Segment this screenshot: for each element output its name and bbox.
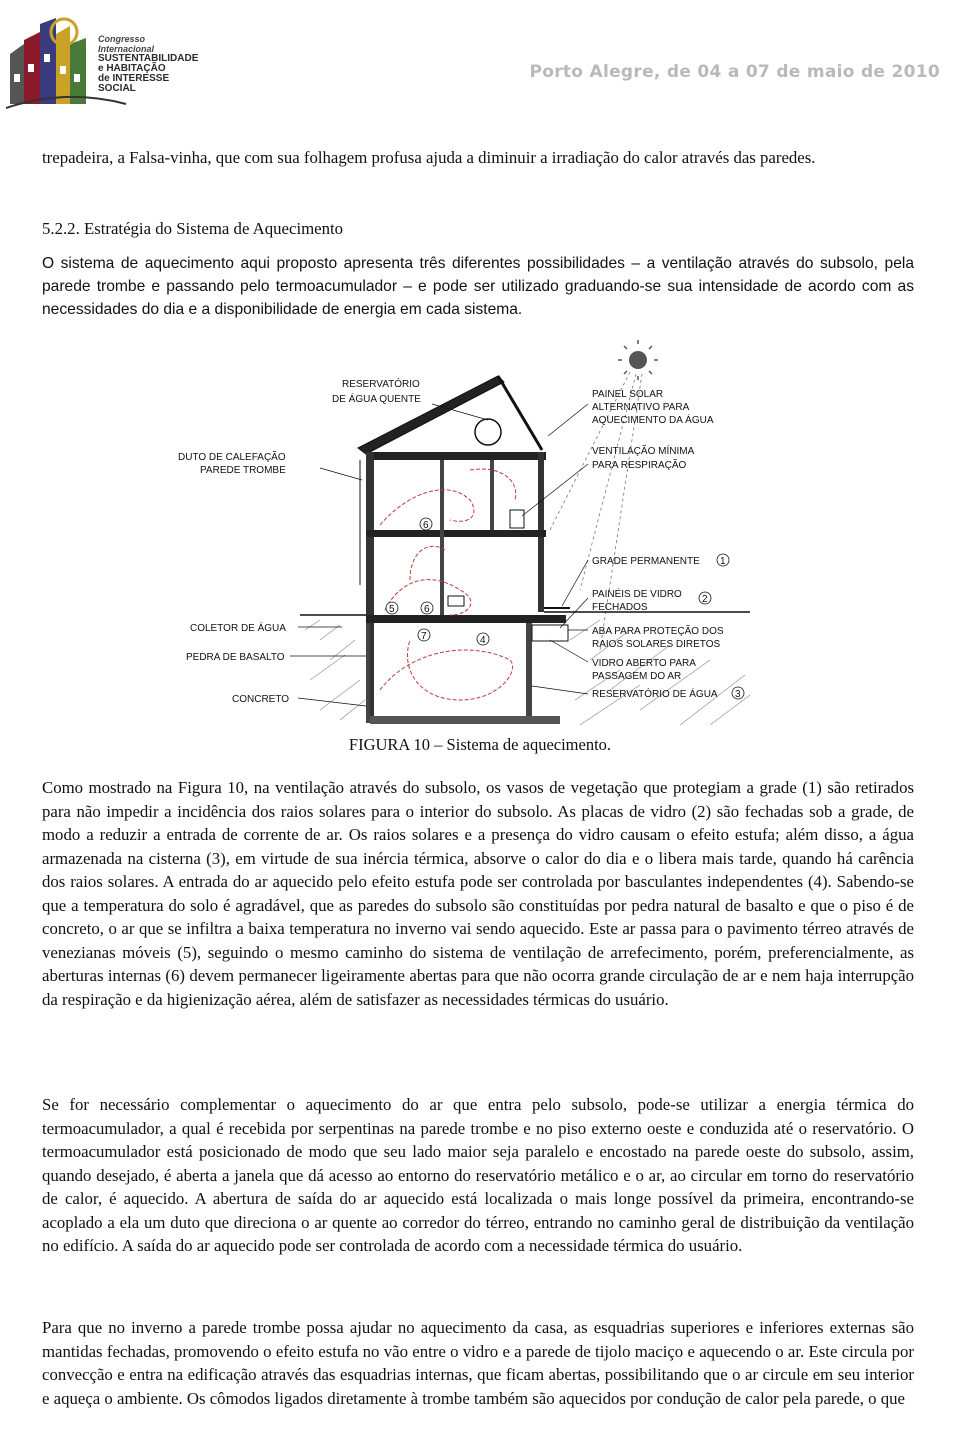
label-duto-1: DUTO DE CALEFAÇÃO xyxy=(178,452,286,463)
logo-line-2: Internacional xyxy=(98,44,155,54)
paragraph-2: O sistema de aquecimento aqui proposto apresenta três diferentes possibilidades – a ventilação através do subsolo, pela parede trombe e passando pelo termoacumulador – e pode ser utilizado graduando-se sua intensidade de acordo com as necessidades do dia e a disponibilidade de energia em cada sistema. xyxy=(42,255,914,318)
marker-2: 2 xyxy=(702,594,708,605)
label-pedra: PEDRA DE BASALTO xyxy=(186,652,285,663)
label-paineis-2: FECHADOS xyxy=(592,602,648,613)
marker-4: 4 xyxy=(480,635,486,646)
marker-5: 5 xyxy=(389,604,395,615)
house-section xyxy=(300,376,750,725)
section-heading: 5.2.2. Estratégia do Sistema de Aquecimento xyxy=(42,219,344,238)
figure-heating-system xyxy=(170,340,760,735)
label-vidro-1: VIDRO ABERTO PARA xyxy=(592,658,696,669)
label-concreto: CONCRETO xyxy=(232,694,290,705)
sun-icon xyxy=(618,340,658,380)
paragraph-4: Se for necessário complementar o aquecimento do ar que entra pelo subsolo, pode-se utilizar a energia térmica do termoacumulador, a qual é recebida por serpentinas na parede trombe e no piso externo oeste e conduzida até o reservatório. O termoacumulador está posicionado de modo que seu lado maior seja paralelo e encostado na parede oeste do subsolo, assim, quando desejado, é aberta a janela que dá acesso ao entorno do reservatório metálico e o ar, ao circular em torno do reservatório de calor, é aquecido. A abertura de saída do ar aquecido está localizada o mais longe possível da primeira, encontrando-se acoplado a ela um duto que direciona o ar quente ao corredor do térreo, entrando no caminho geral de distribuição da ventilação no edifício. A saída do ar aquecido pode ser controlada de acordo com a necessidade térmica do usuário. xyxy=(42,1095,914,1255)
logo-line-1: Congresso xyxy=(98,34,146,44)
label-reservatorio-agua: RESERVATÓRIO DE ÁGUA xyxy=(592,689,718,700)
marker-1: 1 xyxy=(720,556,726,567)
label-vent-1: VENTILAÇÃO MÍNIMA xyxy=(592,446,695,457)
marker-6-lower: 6 xyxy=(424,604,430,615)
label-reservatorio-1: RESERVATÓRIO xyxy=(342,379,420,390)
label-painel-2: ALTERNATIVO PARA xyxy=(592,402,690,413)
label-coletor: COLETOR DE ÁGUA xyxy=(190,623,286,634)
paragraph-5: Para que no inverno a parede trombe possa ajudar no aquecimento da casa, as esquadrias superiores e inferiores externas são mantidas fechadas, promovendo o efeito estufa no vão entre o vidro e a parede de tijolo maciço e aquecendo o ar. Este circula por convecção e entra na edificação através das esquadrias internas, que ficam abertas, possibilitando que o ar circule em seu interior e aqueça o ambiente. Os cômodos ligados diretamente à trombe também são aquecidos por condução de calor pela parede, o que xyxy=(42,1318,914,1408)
label-aba-2: RAIOS SOLARES DIRETOS xyxy=(592,639,721,650)
label-grade: GRADE PERMANENTE xyxy=(592,556,700,567)
logo-line-3: SUSTENTABILIDADE xyxy=(98,53,199,64)
paragraph-1: trepadeira, a Falsa-vinha, que com sua folhagem profusa ajuda a diminuir a irradiação do calor através das paredes. xyxy=(42,148,816,167)
label-duto-2: PAREDE TROMBE xyxy=(200,465,286,476)
label-aba-1: ABA PARA PROTEÇÃO DOS xyxy=(592,626,724,637)
label-painel-1: PAINEL SOLAR xyxy=(592,389,664,400)
label-vent-2: PARA RESPIRAÇÃO xyxy=(592,460,687,471)
logo-text xyxy=(98,34,198,94)
header-date: Porto Alegre, de 04 a 07 de maio de 2010 xyxy=(529,62,940,82)
label-vidro-2: PASSAGEM DO AR xyxy=(592,671,682,682)
logo-line-5: de INTERESSE SOCIAL xyxy=(98,73,170,94)
label-paineis-1: PAINÉIS DE VIDRO xyxy=(592,589,682,600)
label-reservatorio-2: DE ÁGUA QUENTE xyxy=(332,394,421,405)
heating-diagram xyxy=(170,340,760,735)
page-header xyxy=(0,0,960,120)
label-painel-3: AQUECIMENTO DA ÁGUA xyxy=(592,415,714,426)
paragraph-3: Como mostrado na Figura 10, na ventilação através do subsolo, os vasos de vegetação que protegiam a grade (1) são retirados para não impedir a incidência dos raios solares para o interior do subsolo. As placas de vidro (2) são fechadas sob a grade, de modo a reduzir a entrada de corrente de ar. Os raios solares e a presença do vidro causam o efeito estufa; além disso, a água armazenada na cisterna (3), em virtude de sua inércia térmica, absorve o calor do dia e o libera mais tarde, quando há carência dos raios solares. A entrada do ar aquecido pelo efeito estufa pode ser controlada por basculantes independentes (4). Sabendo-se que a temperatura do solo é agradável, que as paredes do subsolo são constituídas por pedra natural de basalto e que o piso é de concreto, o ar que se infiltra a baixa temperatura no inverno vai sendo aquecido. Este ar passa para o pavimento térreo através de venezianas móveis (5), seguindo o mesmo caminho do sistema de ventilação de arrefecimento, porém, preferencialmente, as aberturas internas (6) devem permanecer ligeiramente abertas para que não ocorra grande circulação de ar e nem haja interrupção da respiração e da higienização aérea, além de satisfazer as necessidades térmicas do usuário. xyxy=(42,778,914,1009)
marker-3: 3 xyxy=(735,689,741,700)
marker-6-upper: 6 xyxy=(423,520,429,531)
conference-logo xyxy=(6,4,199,112)
marker-7: 7 xyxy=(421,631,427,642)
airflow-lines xyxy=(380,469,516,700)
logo-line-4: e HABITAÇÃO xyxy=(98,63,166,74)
figure-caption: FIGURA 10 – Sistema de aquecimento. xyxy=(348,735,612,754)
